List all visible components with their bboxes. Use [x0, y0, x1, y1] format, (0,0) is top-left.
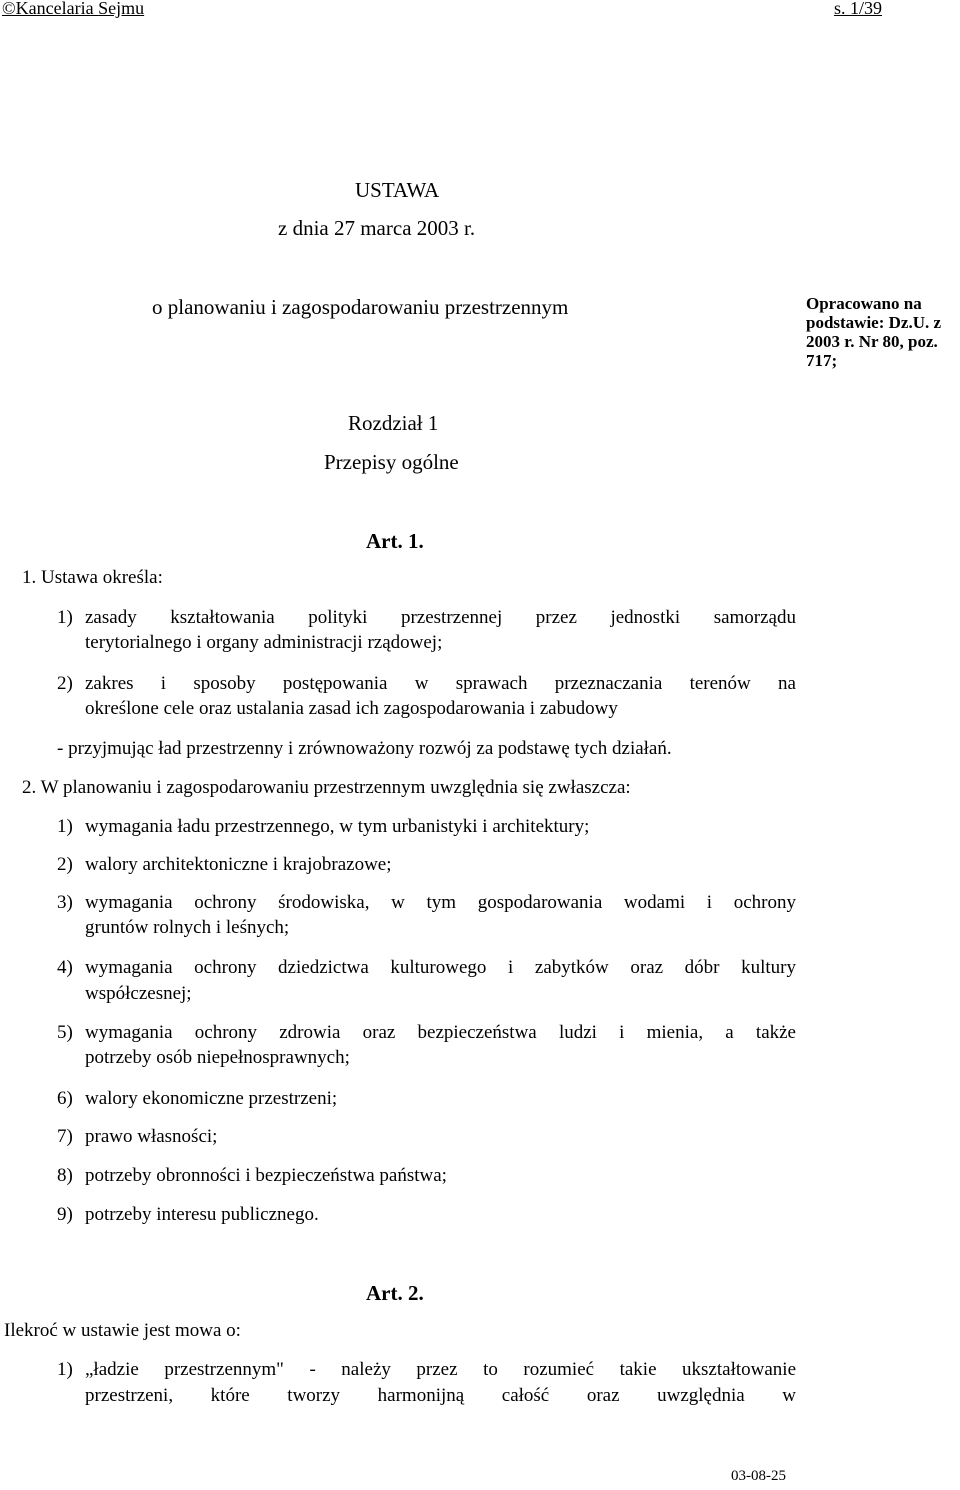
sidenote-line: 2003 r. Nr 80, poz. — [806, 332, 938, 351]
list-item-number: 6) — [57, 1088, 73, 1109]
act-subject: o planowaniu i zagospodarowaniu przestrzennym — [152, 295, 569, 319]
list-item-number: 2) — [57, 673, 73, 694]
art1-paragraph-2-label: 2. W planowaniu i zagospodarowaniu przestrzennym uwzględnia się zwłaszcza: — [22, 777, 631, 798]
list-item-line: wymagania ochrony dziedzictwa kulturowego i zabytków oraz dóbr kultury — [85, 957, 796, 978]
list-item-line: prawo własności; — [85, 1126, 218, 1147]
act-date: z dnia 27 marca 2003 r. — [278, 216, 476, 240]
list-item-line: walory architektoniczne i krajobrazowe; — [85, 854, 392, 875]
list-item-line: przestrzeni, które tworzy harmonijną całość oraz uwzględnia w — [85, 1385, 796, 1406]
sidenote-line: podstawie: Dz.U. z — [806, 313, 942, 332]
list-item-number: 8) — [57, 1165, 73, 1186]
chapter-number: Rozdział 1 — [348, 411, 439, 435]
art1-paragraph-1-label: 1. Ustawa określa: — [22, 567, 163, 588]
list-item-line: zakres i sposoby postępowania w sprawach przeznaczania terenów na — [85, 673, 796, 694]
list-item-number: 2) — [57, 854, 73, 875]
art2-intro: Ilekroć w ustawie jest mowa o: — [4, 1320, 241, 1341]
list-item-line: potrzeby obronności i bezpieczeństwa państwa; — [85, 1165, 447, 1186]
list-item-number: 3) — [57, 892, 73, 913]
list-item-line: gruntów rolnych i leśnych; — [85, 917, 290, 938]
footer-date: 03-08-25 — [731, 1468, 786, 1484]
article-1-heading: Art. 1. — [366, 529, 424, 553]
list-item-line: wymagania ochrony zdrowia oraz bezpieczeństwa ludzi i mienia, a także — [85, 1022, 796, 1043]
art1-paragraph-1-tail: - przyjmując ład przestrzenny i zrównoważony rozwój za podstawę tych działań. — [57, 738, 672, 759]
list-item-number: 1) — [57, 816, 73, 837]
list-item-line: „ładzie przestrzennym" - należy przez to rozumieć takie ukształtowanie — [85, 1359, 796, 1380]
list-item-line: potrzeby interesu publicznego. — [85, 1204, 319, 1225]
header-page-number: s. 1/39 — [834, 0, 883, 18]
act-title: USTAWA — [355, 178, 440, 202]
list-item-line: określone cele oraz ustalania zasad ich zagospodarowania i zabudowy — [85, 698, 618, 719]
sidenote — [806, 294, 941, 370]
list-item-line: terytorialnego i organy administracji rządowej; — [85, 632, 443, 653]
list-item-number: 9) — [57, 1204, 73, 1225]
list-item-line: wymagania ochrony środowiska, w tym gospodarowania wodami i ochrony — [85, 892, 796, 913]
list-item-line: zasady kształtowania polityki przestrzennej przez jednostki samorządu — [85, 607, 796, 628]
list-item-number: 4) — [57, 957, 73, 978]
article-2-heading: Art. 2. — [366, 1281, 424, 1305]
chapter-name: Przepisy ogólne — [324, 450, 459, 474]
list-item-line: potrzeby osób niepełnosprawnych; — [85, 1047, 350, 1068]
sidenote-line: 717; — [806, 351, 838, 370]
list-item-line: wymagania ładu przestrzennego, w tym urbanistyki i architektury; — [85, 816, 590, 837]
list-item-line: walory ekonomiczne przestrzeni; — [85, 1088, 338, 1109]
list-item-line: współczesnej; — [85, 983, 192, 1004]
list-item-number: 1) — [57, 607, 73, 628]
list-item-number: 1) — [57, 1359, 73, 1380]
sidenote-line: Opracowano na — [806, 294, 922, 313]
list-item-number: 7) — [57, 1126, 73, 1147]
header-copyright: ©Kancelaria Sejmu — [2, 0, 145, 18]
list-item-number: 5) — [57, 1022, 73, 1043]
